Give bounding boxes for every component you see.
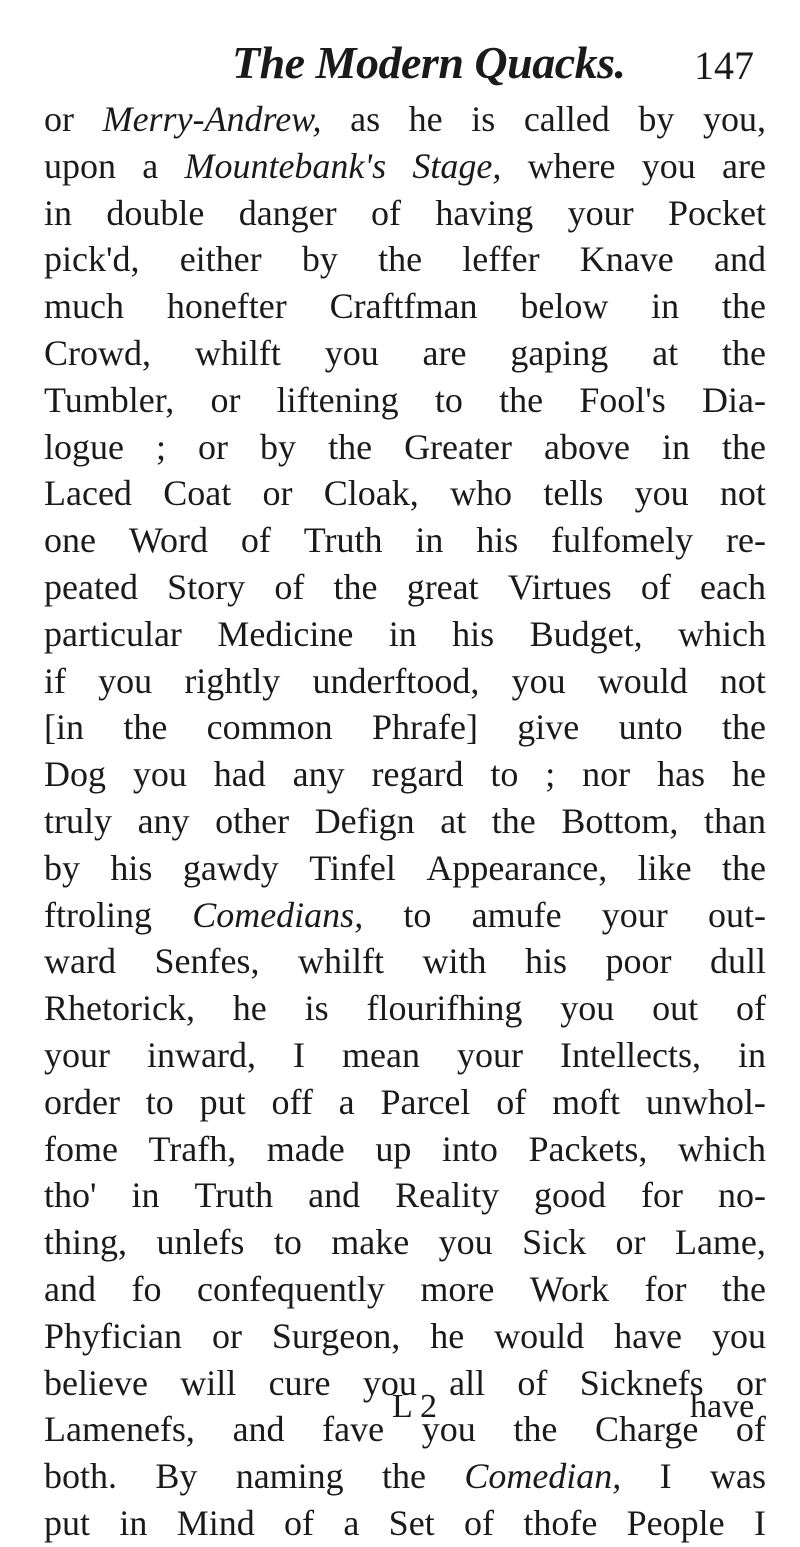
word: he [731, 754, 766, 795]
word: give [517, 707, 580, 748]
word: as [350, 99, 381, 139]
word: the [721, 1268, 766, 1309]
text-line [44, 704, 766, 751]
text-line [44, 1453, 766, 1500]
word: put [44, 1502, 91, 1543]
text-line [44, 938, 766, 985]
running-title: The Modern Quacks. [232, 37, 626, 88]
word: not [719, 660, 766, 701]
word: which [677, 1128, 766, 1169]
text-line [44, 1313, 766, 1360]
word: than [703, 800, 766, 841]
word: By [155, 1456, 198, 1497]
word: is [304, 988, 329, 1029]
word: Work [529, 1268, 609, 1309]
word: who [450, 473, 513, 514]
word: if [44, 660, 66, 701]
word: flourifhing [366, 988, 523, 1029]
word: the [721, 332, 766, 373]
word: one [44, 520, 96, 561]
text-line [44, 283, 766, 330]
word: upon [44, 145, 116, 186]
text-line [44, 377, 766, 424]
word: you, [702, 99, 766, 139]
word: in [737, 1034, 766, 1075]
word: Parcel [380, 1081, 471, 1122]
word: Laced [44, 473, 132, 514]
word: in [388, 613, 417, 654]
word: Comedian, [464, 1456, 622, 1497]
word: Truth [194, 1175, 274, 1216]
word: Lamenefs, [44, 1409, 195, 1450]
word: he [232, 988, 267, 1029]
word: and [713, 239, 766, 280]
word: dull [709, 941, 766, 982]
page-number: 147 [694, 43, 754, 88]
text-line [44, 96, 766, 143]
word: underftood, [312, 660, 480, 701]
word: Surgeon, [271, 1315, 401, 1356]
text-line [44, 1500, 766, 1547]
word: logue [44, 426, 124, 467]
word: moft [552, 1081, 621, 1122]
word: out- [707, 894, 766, 935]
word: for [644, 1268, 687, 1309]
word: his [524, 941, 567, 982]
word: in [44, 192, 73, 233]
word: any [292, 754, 345, 795]
word: and [232, 1409, 285, 1450]
word: Sicknefs [579, 1362, 704, 1403]
word: the [328, 426, 373, 467]
word: of [274, 566, 305, 607]
word: tho' [44, 1175, 97, 1216]
word: I [659, 1456, 672, 1497]
word: out [652, 988, 699, 1029]
word: or [198, 426, 229, 467]
word: you [641, 145, 696, 186]
word: other [215, 800, 290, 841]
word: Story [167, 566, 246, 607]
text-line [44, 143, 766, 190]
word: gaping [510, 332, 609, 373]
word: Sick [522, 1222, 587, 1263]
word: above [544, 426, 630, 467]
word: in [131, 1175, 160, 1216]
word: unlefs [156, 1222, 245, 1263]
word: was [709, 1456, 766, 1497]
word: having [435, 192, 534, 233]
word: his [452, 613, 495, 654]
word: up [375, 1128, 412, 1169]
signature-mark: L 2 [392, 1388, 438, 1425]
word: any [137, 800, 190, 841]
word: or [735, 1362, 766, 1403]
word: liftening [276, 379, 399, 420]
word: in [661, 426, 690, 467]
text-line [44, 1266, 766, 1313]
word: a [142, 145, 159, 186]
word: fulfomely [551, 520, 694, 561]
word: your [44, 1034, 110, 1075]
text-line [44, 1172, 766, 1219]
text-line [44, 845, 766, 892]
word: more [420, 1268, 495, 1309]
text-line [44, 424, 766, 471]
word: fo [131, 1268, 162, 1309]
word: at [440, 800, 467, 841]
word: at [652, 332, 679, 373]
word: not [719, 473, 766, 514]
word: a [343, 1502, 360, 1543]
word: ; [545, 754, 556, 795]
word: [in [44, 707, 84, 748]
word: all [449, 1362, 486, 1403]
word: would [494, 1315, 585, 1356]
word: put [199, 1081, 246, 1122]
word: or [615, 1222, 646, 1263]
word: will [180, 1362, 237, 1403]
word: good [534, 1175, 607, 1216]
text-line [44, 517, 766, 564]
word: unwhol- [645, 1081, 766, 1122]
text-line [44, 190, 766, 237]
text-line [44, 564, 766, 611]
word: Charge [594, 1409, 699, 1450]
page-header [0, 36, 800, 96]
text-line [44, 1032, 766, 1079]
word: the [722, 847, 766, 888]
word: amufe [471, 894, 562, 935]
word: of [517, 1362, 548, 1403]
word: he [408, 99, 443, 139]
word: I [293, 1034, 305, 1075]
word: you [98, 660, 153, 701]
word: much [44, 286, 124, 327]
word: of [370, 192, 401, 233]
word: Appearance, [426, 847, 608, 888]
word: you [560, 988, 615, 1029]
word: honefter [166, 286, 287, 327]
word: to [403, 894, 432, 935]
word: the [513, 1409, 558, 1450]
word: or [210, 379, 241, 420]
word: had [213, 754, 266, 795]
word: gawdy [182, 847, 279, 888]
word: Merry-Andrew, [102, 99, 322, 139]
word: below [520, 286, 609, 327]
word: Virtues [507, 566, 612, 607]
word: Pocket [668, 192, 766, 233]
word: Packets, [528, 1128, 648, 1169]
word: Coat [163, 473, 232, 514]
word: of [464, 1502, 495, 1543]
word: the [123, 707, 168, 748]
word: Rhetorick, [44, 988, 195, 1029]
word: your [601, 894, 668, 935]
word: Mountebank's [184, 145, 387, 186]
word: and [44, 1268, 96, 1309]
text-line [44, 236, 766, 283]
word: Cloak, [323, 473, 419, 514]
word: a [338, 1081, 355, 1122]
word: peated [44, 566, 138, 607]
word: re- [726, 520, 766, 561]
word: inward, [147, 1034, 256, 1075]
word: Trafh, [148, 1128, 237, 1169]
word: Budget, [529, 613, 643, 654]
word: believe [44, 1362, 148, 1403]
word: unto [618, 707, 683, 748]
word: of [640, 566, 671, 607]
word: Bottom, [561, 800, 679, 841]
text-line [44, 330, 766, 377]
word: ftroling [44, 894, 152, 935]
catchword: have [690, 1388, 755, 1425]
word: fave [322, 1409, 385, 1450]
word: you [712, 1315, 766, 1356]
word: Tinfel [309, 847, 396, 888]
word: made [266, 1128, 345, 1169]
word: cure [268, 1362, 331, 1403]
word: Set [388, 1502, 435, 1543]
word: Medicine [217, 613, 354, 654]
word: tells [543, 473, 604, 514]
word: the [499, 379, 544, 420]
word: the [722, 286, 766, 327]
word: the [722, 426, 766, 467]
text-line [44, 470, 766, 517]
word: off [271, 1081, 313, 1122]
word: Knave [579, 239, 674, 280]
text-line [44, 892, 766, 939]
word: great [406, 566, 479, 607]
word: Phrafe] [372, 707, 478, 748]
word: or [211, 1315, 242, 1356]
word: have [614, 1315, 683, 1356]
word: of [735, 1409, 766, 1450]
word: like [637, 847, 692, 888]
word: Crowd, [44, 332, 151, 373]
word: common [206, 707, 333, 748]
word: your [567, 192, 634, 233]
word: Phyfician [44, 1315, 182, 1356]
word: the [378, 239, 423, 280]
word: both. [44, 1456, 118, 1497]
word: in [415, 520, 444, 561]
word: thofe [523, 1502, 598, 1543]
word: poor [605, 941, 672, 982]
word: with [422, 941, 487, 982]
word: pick'd, [44, 239, 140, 280]
word: thing, [44, 1222, 128, 1263]
word: Reality [395, 1175, 500, 1216]
word: his [110, 847, 153, 888]
word: Lame, [674, 1222, 766, 1263]
word: each [700, 566, 766, 607]
word: whilft [297, 941, 384, 982]
word: Mind [176, 1502, 255, 1543]
word: his [476, 520, 519, 561]
text-line [44, 985, 766, 1032]
word: People [626, 1502, 725, 1543]
word: no- [717, 1175, 766, 1216]
word: naming [235, 1456, 344, 1497]
word: called [523, 99, 610, 139]
word: where [527, 145, 616, 186]
word: order [44, 1081, 120, 1122]
word: the [382, 1456, 426, 1497]
word: fome [44, 1128, 118, 1169]
text-line [44, 1219, 766, 1266]
word: particular [44, 613, 182, 654]
word: Defign [314, 800, 415, 841]
word: by [301, 239, 338, 280]
word: danger [238, 192, 337, 233]
word: of [496, 1081, 527, 1122]
word: Tumbler, [44, 379, 175, 420]
word: Fool's [579, 379, 666, 420]
word: you [438, 1222, 493, 1263]
word: Intellects, [560, 1034, 701, 1075]
word: the [491, 800, 536, 841]
page-footer [0, 1388, 800, 1438]
word: by [638, 99, 675, 139]
word: you [634, 473, 689, 514]
word: Craftfman [329, 286, 478, 327]
word: double [106, 192, 205, 233]
word: Senfes, [154, 941, 260, 982]
word: has [657, 754, 706, 795]
word: to [490, 754, 519, 795]
word: Dia- [702, 379, 766, 420]
word: Stage, [412, 145, 502, 186]
text-line [44, 1079, 766, 1126]
word: ; [156, 426, 167, 467]
word: regard [371, 754, 464, 795]
word: Truth [303, 520, 383, 561]
word: nor [582, 754, 631, 795]
word: to [145, 1081, 174, 1122]
word: you [132, 754, 187, 795]
word: Comedians, [192, 894, 364, 935]
word: confequently [196, 1268, 385, 1309]
word: of [240, 520, 271, 561]
word: you [362, 1362, 417, 1403]
word: he [430, 1315, 465, 1356]
word: for [641, 1175, 683, 1216]
text-line [44, 798, 766, 845]
word: truly [44, 800, 112, 841]
body-text [44, 96, 766, 1547]
word: by [44, 847, 80, 888]
word: of [284, 1502, 315, 1543]
word: by [260, 426, 297, 467]
word: would [597, 660, 688, 701]
text-line [44, 611, 766, 658]
word: the [721, 707, 766, 748]
word: or [44, 99, 74, 139]
word: ward [44, 941, 116, 982]
word: I [753, 1502, 766, 1543]
word: of [735, 988, 766, 1029]
word: is [471, 99, 496, 139]
word: leffer [462, 239, 540, 280]
word: either [179, 239, 262, 280]
text-line [44, 1126, 766, 1173]
word: you [421, 1409, 476, 1450]
word: you [324, 332, 379, 373]
word: mean [342, 1034, 420, 1075]
text-line [44, 751, 766, 798]
text-line [44, 658, 766, 705]
word: you [511, 660, 566, 701]
word: Greater [404, 426, 512, 467]
word: in [119, 1502, 148, 1543]
word: into [441, 1128, 498, 1169]
word: the [333, 566, 378, 607]
word: your [457, 1034, 523, 1075]
word: in [651, 286, 680, 327]
word: are [721, 145, 766, 186]
word: or [262, 473, 293, 514]
word: rightly [184, 660, 281, 701]
word: which [678, 613, 766, 654]
word: Dog [44, 754, 106, 795]
word: make [331, 1222, 410, 1263]
word: Word [128, 520, 208, 561]
word: to [434, 379, 463, 420]
word: to [273, 1222, 302, 1263]
word: and [308, 1175, 361, 1216]
word: whilft [194, 332, 281, 373]
word: are [422, 332, 467, 373]
